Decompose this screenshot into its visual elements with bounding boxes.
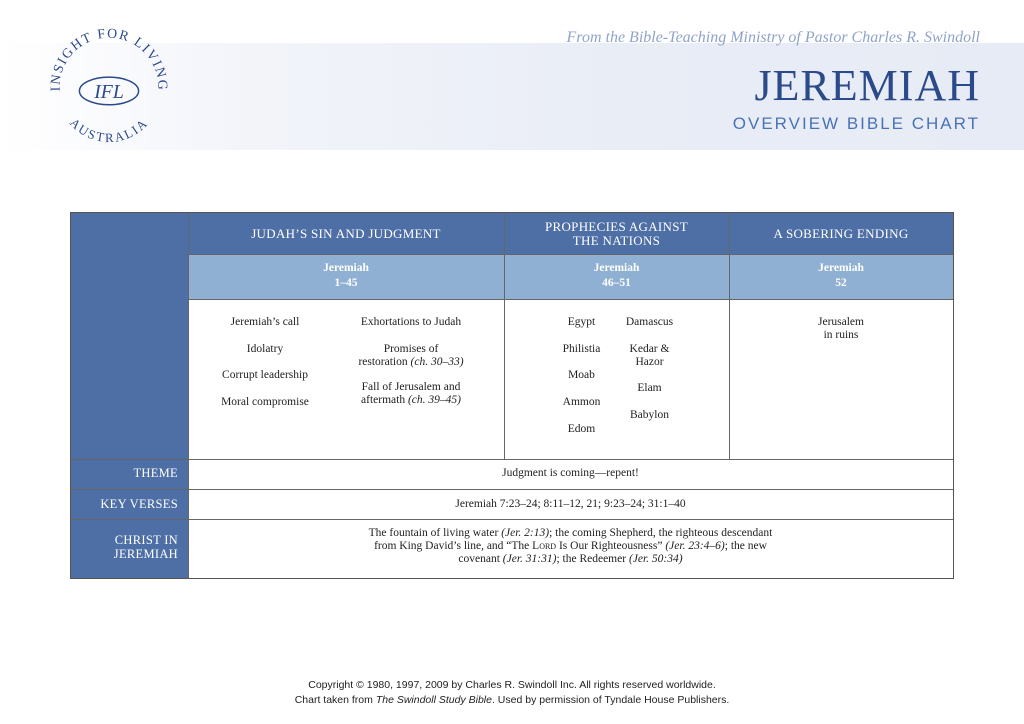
key-verses-value: Jeremiah 7:23–24; 8:11–12, 21; 9:23–24; 31:1–40 bbox=[188, 489, 953, 519]
christ-ref: (Jer. 23:4–6) bbox=[665, 540, 725, 552]
fall-line1: Fall of Jerusalem and bbox=[361, 381, 461, 393]
source-text: . Used by permission of Tyndale House Publishers. bbox=[491, 694, 730, 706]
grid-line bbox=[71, 519, 953, 520]
christ-label bbox=[71, 519, 188, 578]
christ-line1 bbox=[188, 527, 953, 540]
judah-item: Moral compromise bbox=[221, 396, 309, 408]
ref-judah-label: Jeremiah bbox=[323, 262, 369, 274]
svg-text:AUSTRALIA bbox=[67, 116, 151, 146]
nation-item: Babylon bbox=[630, 409, 669, 421]
insight-for-living-logo bbox=[40, 20, 178, 158]
christ-line2 bbox=[188, 540, 953, 553]
nation-item: Philistia bbox=[562, 343, 601, 355]
promises-line1: Promises of bbox=[383, 343, 439, 355]
nation-item bbox=[612, 343, 687, 369]
page-subtitle: OVERVIEW BIBLE CHART bbox=[732, 114, 980, 133]
fall-line2 bbox=[336, 394, 486, 407]
source-book: The Swindoll Study Bible bbox=[375, 694, 492, 706]
judah-item bbox=[336, 343, 486, 369]
copyright-line: Copyright © 1980, 1997, 2009 by Charles R. Swindoll Inc. All rights reserved worldwide. bbox=[308, 679, 716, 691]
ref-ending bbox=[729, 254, 953, 299]
judah-item bbox=[336, 381, 486, 407]
ref-ending-label: Jeremiah bbox=[818, 262, 864, 274]
christ-label-line1: CHRIST IN bbox=[114, 533, 178, 547]
ministry-tagline: From the Bible-Teaching Ministry of Pastor Charles R. Swindoll bbox=[566, 29, 980, 46]
christ-ref: (Jer. 50:34) bbox=[628, 553, 683, 565]
source-text: Chart taken from bbox=[294, 694, 376, 706]
nation-item: Egypt bbox=[567, 316, 596, 328]
nations-title-line2: THE NATIONS bbox=[572, 232, 661, 248]
nations-content bbox=[504, 299, 729, 459]
judah-item: Jeremiah’s call bbox=[230, 316, 300, 328]
ending-item bbox=[729, 316, 953, 342]
grid-line bbox=[729, 213, 730, 459]
fall-text: aftermath bbox=[361, 394, 406, 406]
ending-content bbox=[729, 299, 953, 459]
judah-item: Corrupt leadership bbox=[222, 369, 308, 381]
grid-line bbox=[71, 489, 953, 490]
theme-value: Judgment is coming—repent! bbox=[188, 459, 953, 489]
judah-item: Idolatry bbox=[246, 343, 284, 355]
christ-text: ; the Redeemer bbox=[556, 553, 629, 565]
christ-text: ; the coming Shepherd, the righteous descendant bbox=[549, 527, 773, 539]
nation-item: Damascus bbox=[625, 316, 674, 328]
theme-label: THEME bbox=[71, 459, 188, 489]
kedar-line1: Kedar & bbox=[629, 343, 670, 355]
section-header-nations bbox=[504, 213, 729, 254]
ref-nations-range: 46–51 bbox=[602, 277, 631, 289]
christ-lord: Lord bbox=[532, 540, 557, 552]
christ-text: ; the new bbox=[724, 540, 767, 552]
ending-line1: Jerusalem bbox=[818, 316, 864, 328]
nation-item: Ammon bbox=[562, 396, 601, 408]
ref-nations-label: Jeremiah bbox=[593, 262, 640, 274]
page-title: JEREMIAH bbox=[754, 61, 980, 110]
section-header-ending: A SOBERING ENDING bbox=[729, 213, 953, 254]
christ-text: from King David’s line, and “The bbox=[374, 540, 533, 552]
nation-item: Elam bbox=[637, 382, 662, 394]
logo-bottom-text: AUSTRALIA bbox=[67, 115, 151, 146]
nation-item: Edom bbox=[567, 423, 596, 435]
kedar-line2: Hazor bbox=[635, 356, 664, 368]
logo-monogram: IFL bbox=[94, 80, 124, 103]
grid-line bbox=[504, 213, 505, 459]
christ-text: The fountain of living water bbox=[368, 527, 502, 539]
christ-ref: (Jer. 2:13) bbox=[501, 527, 550, 539]
ref-nations bbox=[504, 254, 729, 299]
label-column-top bbox=[71, 213, 188, 459]
promises-text: restoration bbox=[358, 356, 408, 368]
grid-line bbox=[188, 213, 189, 578]
christ-label-line2: JEREMIAH bbox=[113, 547, 178, 561]
section-header-judah: JUDAH’S SIN AND JUDGMENT bbox=[188, 213, 504, 254]
christ-line3 bbox=[188, 553, 953, 566]
source-line bbox=[0, 694, 1024, 706]
nations-title-line1: PROPHECIES AGAINST bbox=[544, 218, 688, 234]
fall-ref: (ch. 39–45) bbox=[407, 394, 461, 406]
grid-line bbox=[188, 299, 953, 300]
christ-text: Is Our Righteousness” bbox=[556, 540, 666, 552]
ending-line2: in ruins bbox=[823, 329, 859, 341]
ref-judah-range: 1–45 bbox=[334, 277, 358, 289]
ref-ending-range: 52 bbox=[835, 277, 847, 289]
promises-ref: (ch. 30–33) bbox=[410, 356, 464, 368]
grid-line bbox=[188, 254, 953, 255]
overview-chart bbox=[70, 212, 954, 579]
key-verses-label: KEY VERSES bbox=[71, 489, 188, 519]
judah-content bbox=[188, 299, 504, 459]
ref-judah bbox=[188, 254, 504, 299]
nation-item: Moab bbox=[568, 369, 595, 381]
christ-value bbox=[188, 519, 953, 578]
christ-ref: (Jer. 31:31) bbox=[502, 553, 557, 565]
christ-text: covenant bbox=[458, 553, 503, 565]
logo-top-text: INSIGHT FOR LIVING bbox=[47, 25, 171, 92]
promises-line2 bbox=[336, 356, 486, 369]
judah-item: Exhortations to Judah bbox=[360, 316, 462, 328]
grid-line bbox=[71, 459, 953, 460]
